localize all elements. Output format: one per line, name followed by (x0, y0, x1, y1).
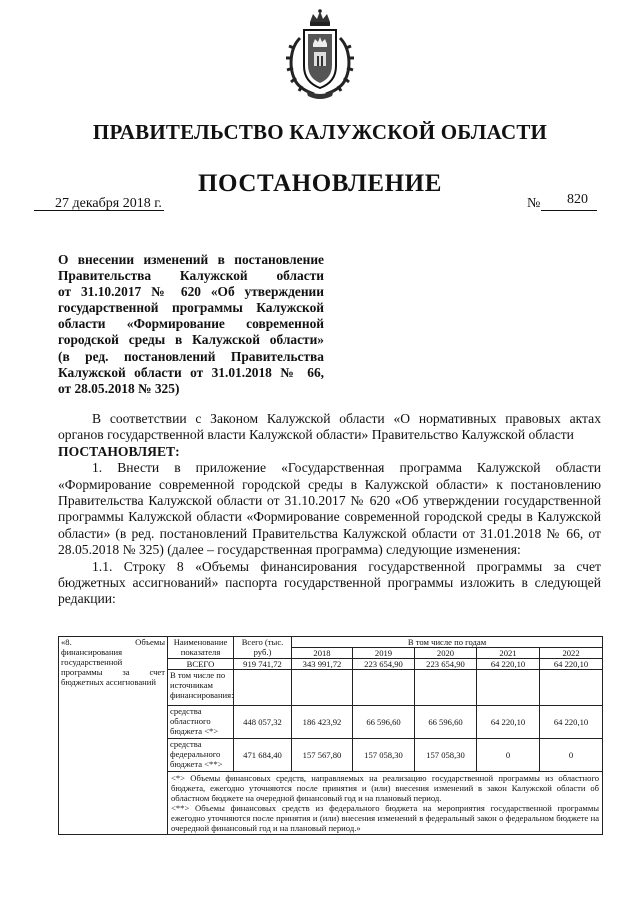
row-label: ВСЕГО (168, 659, 234, 670)
subject-line: Правительства Калужской области (58, 268, 324, 284)
subject-line: области «Формирование современной (58, 316, 324, 332)
row-value: 64 220,10 (477, 659, 540, 670)
row-value: 157 567,80 (292, 739, 353, 772)
row-value: 64 220,10 (540, 706, 603, 739)
preamble-paragraph: В соответствии с Законом Калужской области «О нормативных правовых актах органов государственной власти Калужской области» Правительство Калужской области (58, 411, 601, 443)
row-value (415, 670, 477, 706)
row-value: 66 596,60 (415, 706, 477, 739)
number-underline (541, 210, 597, 211)
document-body (58, 411, 601, 608)
year-header: 2019 (353, 648, 415, 659)
row-value (540, 670, 603, 706)
row-value: 343 991,72 (292, 659, 353, 670)
footnote-regional (168, 772, 603, 835)
subject-line: от 28.05.2018 № 325) (58, 380, 180, 396)
row-total: 471 684,40 (234, 739, 292, 772)
date-underline (34, 210, 164, 211)
financing-table (58, 636, 603, 835)
row-label: средства областного бюджета <*> (168, 706, 234, 739)
row-value: 0 (540, 739, 603, 772)
document-date: 27 декабря 2018 г. (55, 196, 162, 211)
footnote-regional-text: <*> Объемы финансовых средств, направляемых на реализацию государственной программы из областного бюджета, ежегодно уточняются после принятия и (или) внесения изменений в закон Калужской области об областном бюджете на очередной финансовый год и на плановый период. (171, 773, 600, 803)
row-label: В том числе по источникам финансирования: (168, 670, 234, 706)
footnote-federal-text: <**> Объемы финансовых средств из федерального бюджета на мероприятия государственной программы ежегодно уточняются после принятия и (или) внесения изменений в федеральный закон о федеральном бюджете на очередной финансовый год и на плановый период.» (171, 803, 600, 833)
document-subject (58, 252, 324, 397)
item-1-1-paragraph: 1.1. Строку 8 «Объемы финансирования государственной программы за счет бюджетных ассигнований» паспорта государственной программы изложить в следующей редакции: (58, 558, 601, 607)
year-header: 2021 (477, 648, 540, 659)
row-total (234, 670, 292, 706)
row-value: 0 (477, 739, 540, 772)
government-name: ПРАВИТЕЛЬСТВО КАЛУЖСКОЙ ОБЛАСТИ (92, 120, 548, 144)
document-number: 820 (567, 192, 588, 207)
row-value: 157 058,30 (415, 739, 477, 772)
row-value: 223 654,90 (353, 659, 415, 670)
year-header: 2018 (292, 648, 353, 659)
emblem-icon (282, 8, 358, 100)
row-value (477, 670, 540, 706)
col-years-group-header: В том числе по годам (292, 637, 603, 648)
subject-line: О внесении изменений в постановление (58, 252, 324, 267)
row-total: 448 057,32 (234, 706, 292, 739)
row-value: 64 220,10 (477, 706, 540, 739)
resolves-heading: ПОСТАНОВЛЯЕТ: (58, 443, 180, 459)
row-value (292, 670, 353, 706)
row-value: 223 654,90 (415, 659, 477, 670)
col-indicator-header: Наименование показателя (168, 637, 234, 659)
item-1-paragraph: 1. Внести в приложение «Государственная программа Калужской области «Формирование современной городской среды в Калужской области» к постановлению Правительства Калужской области от 31.10.2017 № 620 «Об утверждении государственной программы Калужской области «Формирование современной городской среды в Калужской области» (в ред. постановлений Правительства Калужской области от 31.01.2018 № 66, от 28.05.2018 № 325) (далее – государственная программа) следующие изменения: (58, 460, 601, 558)
row-value: 64 220,10 (540, 659, 603, 670)
document-type: ПОСТАНОВЛЕНИЕ (197, 170, 443, 197)
number-sign: № (527, 196, 541, 211)
row-value: 66 596,60 (353, 706, 415, 739)
row-label: средства федерального бюджета <**> (168, 739, 234, 772)
row-value (353, 670, 415, 706)
subject-line: городской среды в Калужской области» (58, 332, 324, 348)
year-header: 2020 (415, 648, 477, 659)
row-value: 157 058,30 (353, 739, 415, 772)
year-header: 2022 (540, 648, 603, 659)
subject-line: от 31.10.2017 № 620 «Об утверждении (58, 284, 324, 300)
subject-line: государственной программы Калужской (58, 300, 324, 316)
row-value: 186 423,92 (292, 706, 353, 739)
subject-line: Калужской области от 31.01.2018 № 66, (58, 364, 324, 380)
col-total-header: Всего (тыс. руб.) (234, 637, 292, 659)
row-total: 919 741,72 (234, 659, 292, 670)
row-title-cell: «8. Объемы финансирования государственной программы за счет бюджетных ассигнований (59, 637, 168, 835)
subject-line: (в ред. постановлений Правительства (58, 348, 324, 364)
